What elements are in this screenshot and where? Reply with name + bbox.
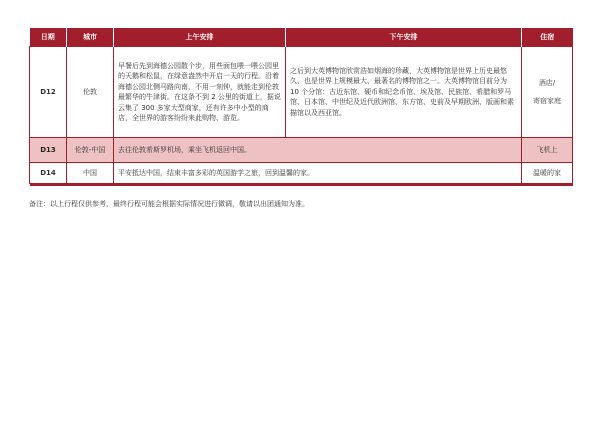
- city-cell: 伦敦-中国: [67, 138, 114, 163]
- morning-cell: 早餐后先到海德公园散个步，用些面包喂一喂公园里的天鹅和松鼠，在绿意盎然中开启一天的行程。沿着海德公园北侧马路向南，不用一刻钟，就能走到伦敦最繁华的牛津街。在这条不到 2 公里的街道上，据说云集了 300 多家大型商家，还有许多中小型的商店，全世界的游客纷纷来此购物、游览。: [114, 47, 286, 138]
- city-cell: 伦敦: [67, 47, 114, 138]
- table-bottom-rule: [30, 184, 573, 187]
- header-stay: 住宿: [522, 28, 573, 47]
- stay-cell: 温暖的家: [522, 163, 573, 184]
- city-cell: 中国: [67, 163, 114, 184]
- itinerary-note: 备注：以上行程仅供参考，最终行程可能会根据实际情况进行微调，敬请以出团通知为准。: [29, 200, 309, 208]
- stay-cell: 飞机上: [522, 138, 573, 163]
- table-row: [30, 163, 573, 184]
- stay-cell: [522, 47, 573, 138]
- header-afternoon: 下午安排: [286, 28, 522, 47]
- stay-line: 酒店/: [538, 78, 556, 87]
- afternoon-cell: 之后到大英博物馆欣赏浩如烟海的珍藏，大英博物馆是世界上历史最悠久、也是世界上规模最大、最著名的博物馆之一。大英博物馆目前分为 10 个分馆：古近东馆、硬币和纪念币馆、埃及馆、民族馆、希腊和罗马馆、日本馆、中世纪及近代欧洲馆、东方馆、史前及早期欧洲、版画和素描馆以及西亚馆。: [286, 47, 522, 138]
- itinerary-table: [29, 28, 573, 186]
- stay-line: 寄宿家庭: [533, 97, 561, 105]
- table-header-row: [30, 28, 573, 47]
- header-date: 日期: [30, 28, 67, 47]
- day-cell: D13: [30, 138, 67, 163]
- header-morning: 上午安排: [114, 28, 286, 47]
- table-row: [30, 47, 573, 138]
- schedule-cell: 去往伦敦希斯罗机场，乘坐飞机返回中国。: [114, 138, 522, 163]
- day-cell: D12: [30, 47, 67, 138]
- day-cell: D14: [30, 163, 67, 184]
- header-city: 城市: [67, 28, 114, 47]
- schedule-cell: 平安抵达中国，结束丰富多彩的英国游学之旅，回到温馨的家。: [114, 163, 522, 184]
- table-row: [30, 138, 573, 163]
